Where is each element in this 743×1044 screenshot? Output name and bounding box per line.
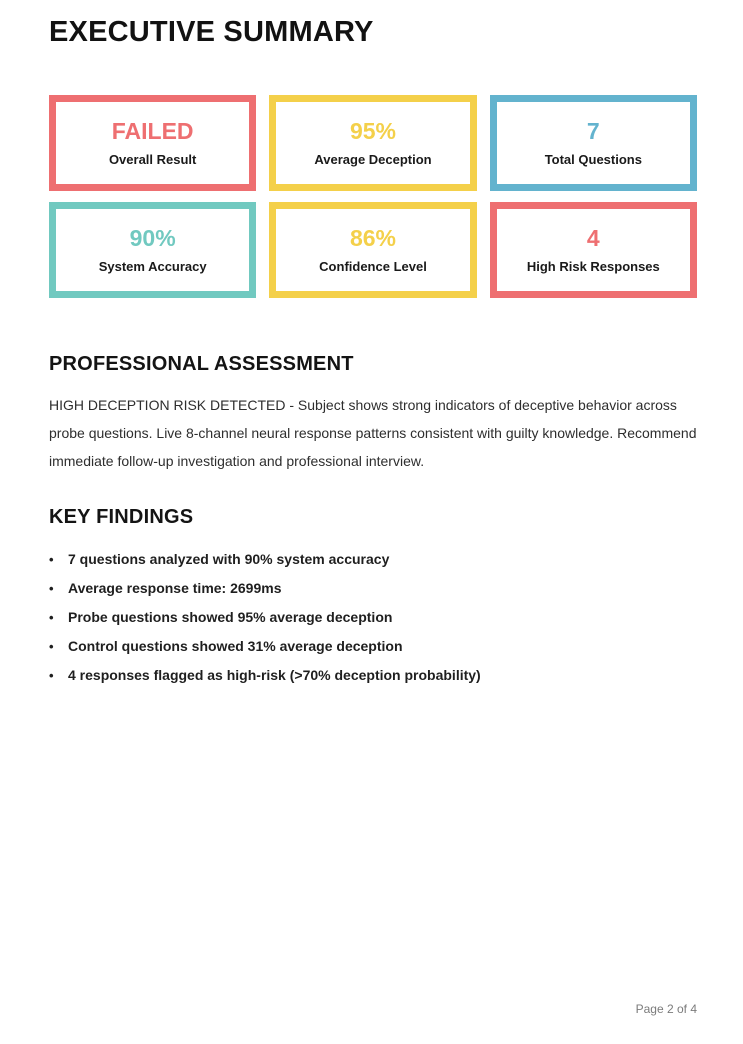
finding-item: [49, 574, 699, 603]
finding-text: Average response time: 2699ms: [68, 580, 282, 596]
metric-card-overall-result: [49, 95, 256, 191]
key-findings-heading: KEY FINDINGS: [49, 506, 194, 528]
metric-label: High Risk Responses: [526, 259, 660, 274]
metric-cards-grid: [49, 95, 697, 298]
metric-value: 4: [586, 225, 600, 251]
bullet-icon: •: [49, 668, 54, 683]
key-findings-list: [49, 545, 699, 690]
bullet-icon: •: [49, 552, 54, 567]
finding-item: [49, 632, 699, 661]
metric-card-system-accuracy: [49, 202, 256, 298]
finding-item: [49, 545, 699, 574]
metric-label: Average Deception: [314, 152, 432, 167]
metric-card-confidence-level: [269, 202, 476, 298]
metric-value: 86%: [349, 225, 397, 251]
metric-card-average-deception: [269, 95, 476, 191]
metric-label: System Accuracy: [98, 259, 207, 274]
finding-text: Probe questions showed 95% average deception: [68, 609, 393, 625]
metric-value: FAILED: [111, 118, 194, 144]
finding-text: Control questions showed 31% average deception: [68, 638, 403, 654]
bullet-icon: •: [49, 581, 54, 596]
bullet-icon: •: [49, 639, 54, 654]
metric-value: 95%: [349, 118, 397, 144]
page-title: EXECUTIVE SUMMARY: [49, 16, 374, 48]
bullet-icon: •: [49, 610, 54, 625]
finding-item: [49, 603, 699, 632]
finding-item: [49, 661, 699, 690]
page-number: Page 2 of 4: [635, 1002, 697, 1016]
professional-assessment-text: HIGH DECEPTION RISK DETECTED - Subject shows strong indicators of deceptive behavior across probe questions. Live 8-channel neural response patterns consistent with guilty knowledge. Recommend immediate follow-up investigation and professional interview.: [49, 397, 697, 469]
metric-card-high-risk-responses: [490, 202, 697, 298]
metric-label: Total Questions: [544, 152, 642, 167]
finding-text: 7 questions analyzed with 90% system accuracy: [68, 551, 390, 567]
finding-text: 4 responses flagged as high-risk (>70% deception probability): [68, 667, 481, 683]
metric-card-total-questions: [490, 95, 697, 191]
metric-label: Confidence Level: [319, 259, 427, 274]
metric-value: 90%: [129, 225, 176, 251]
metric-label: Overall Result: [108, 152, 197, 167]
metric-value: 7: [586, 118, 600, 144]
professional-assessment-heading: PROFESSIONAL ASSESSMENT: [49, 353, 354, 375]
report-page: [49, 0, 699, 690]
